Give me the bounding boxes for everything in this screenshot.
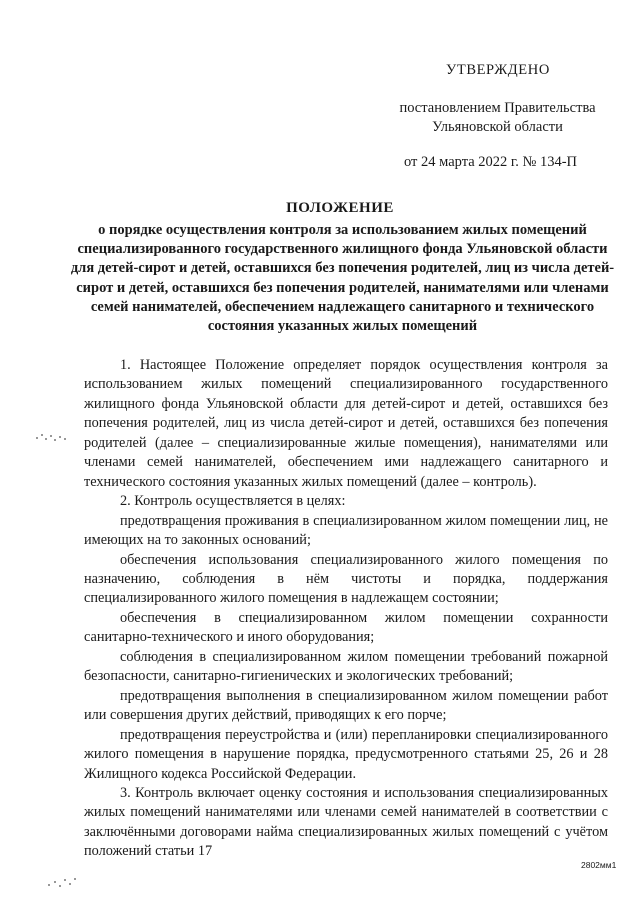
approval-stamp-title: УТВЕРЖДЕНО: [446, 62, 550, 78]
document-body: [84, 356, 608, 862]
document-title: ПОЛОЖЕНИЕ: [286, 200, 394, 216]
paragraph-goal-4: соблюдения в специализированном жилом помещении требований пожарной безопасности, санитарно-гигиенических и экологических требований;: [84, 648, 608, 685]
approval-date: от 24 марта 2022 г. № 134-П: [404, 154, 577, 170]
paragraph-goal-6: предотвращения переустройства и (или) перепланировки специализированного жилого помещения в нарушение порядка, предусмотренного статьями 25, 26 и 28 Жилищного кодекса Российской Федерации.: [84, 726, 608, 782]
document-code: 2802мм1: [581, 860, 617, 870]
approval-authority-line-1: постановлением Правительства: [399, 100, 596, 116]
scan-artifact-mark: [36, 431, 68, 443]
paragraph-goal-2: обеспечения использования специализированного жилого помещения по назначению, соблюдения в нём чистоты и порядка, поддержания специализированного жилого помещения в надлежащем состоянии;: [84, 551, 608, 607]
paragraph-goal-5: предотвращения выполнения в специализированном жилом помещении работ или совершения других действий, приводящих к его порче;: [84, 687, 608, 724]
paragraph-goal-1: предотвращения проживания в специализированном жилом помещении лиц, не имеющих на то законных оснований;: [84, 512, 608, 549]
paragraph-1: 1. Настоящее Положение определяет порядок осуществления контроля за использованием жилых помещений специализированного государственного жилищного фонда Ульяновской области для детей-сирот и детей, оставшихся без попечения родителей, лиц из числа детей-сирот и детей, оставшихся без попечения родителей (далее – специализированные жилые помещения), нанимателями или членами семей нанимателей, обеспечением ими надлежащего санитарного и технического состояния указанных жилых помещений (далее – контроль).: [84, 357, 608, 490]
paragraph-3: 3. Контроль включает оценку состояния и использования специализированных жилых помещений нанимателями или членами семей нанимателей в соответствии с заключёнными договорами найма специализированных жилых помещений с учётом положений статьи 17: [84, 784, 608, 860]
scan-artifact-mark: [48, 876, 80, 888]
paragraph-goal-3: обеспечения в специализированном жилом помещении сохранности санитарно-технического и иного оборудования;: [84, 609, 608, 646]
document-subtitle: о порядке осуществления контроля за использованием жилых помещений специализированного государственного жилищного фонда Ульяновской области для детей-сирот и детей, оставшихся без попечения родителей, лиц из числа детей-сирот и детей, оставшихся без попечения родителей, нанимателями или членами семей нанимателей, обеспечением надлежащего санитарного и технического состояния указанных жилых помещений: [70, 222, 615, 335]
approval-authority: [380, 99, 615, 137]
paragraph-2: 2. Контроль осуществляется в целях:: [120, 493, 346, 510]
approval-authority-line-2: Ульяновской области: [432, 119, 563, 135]
